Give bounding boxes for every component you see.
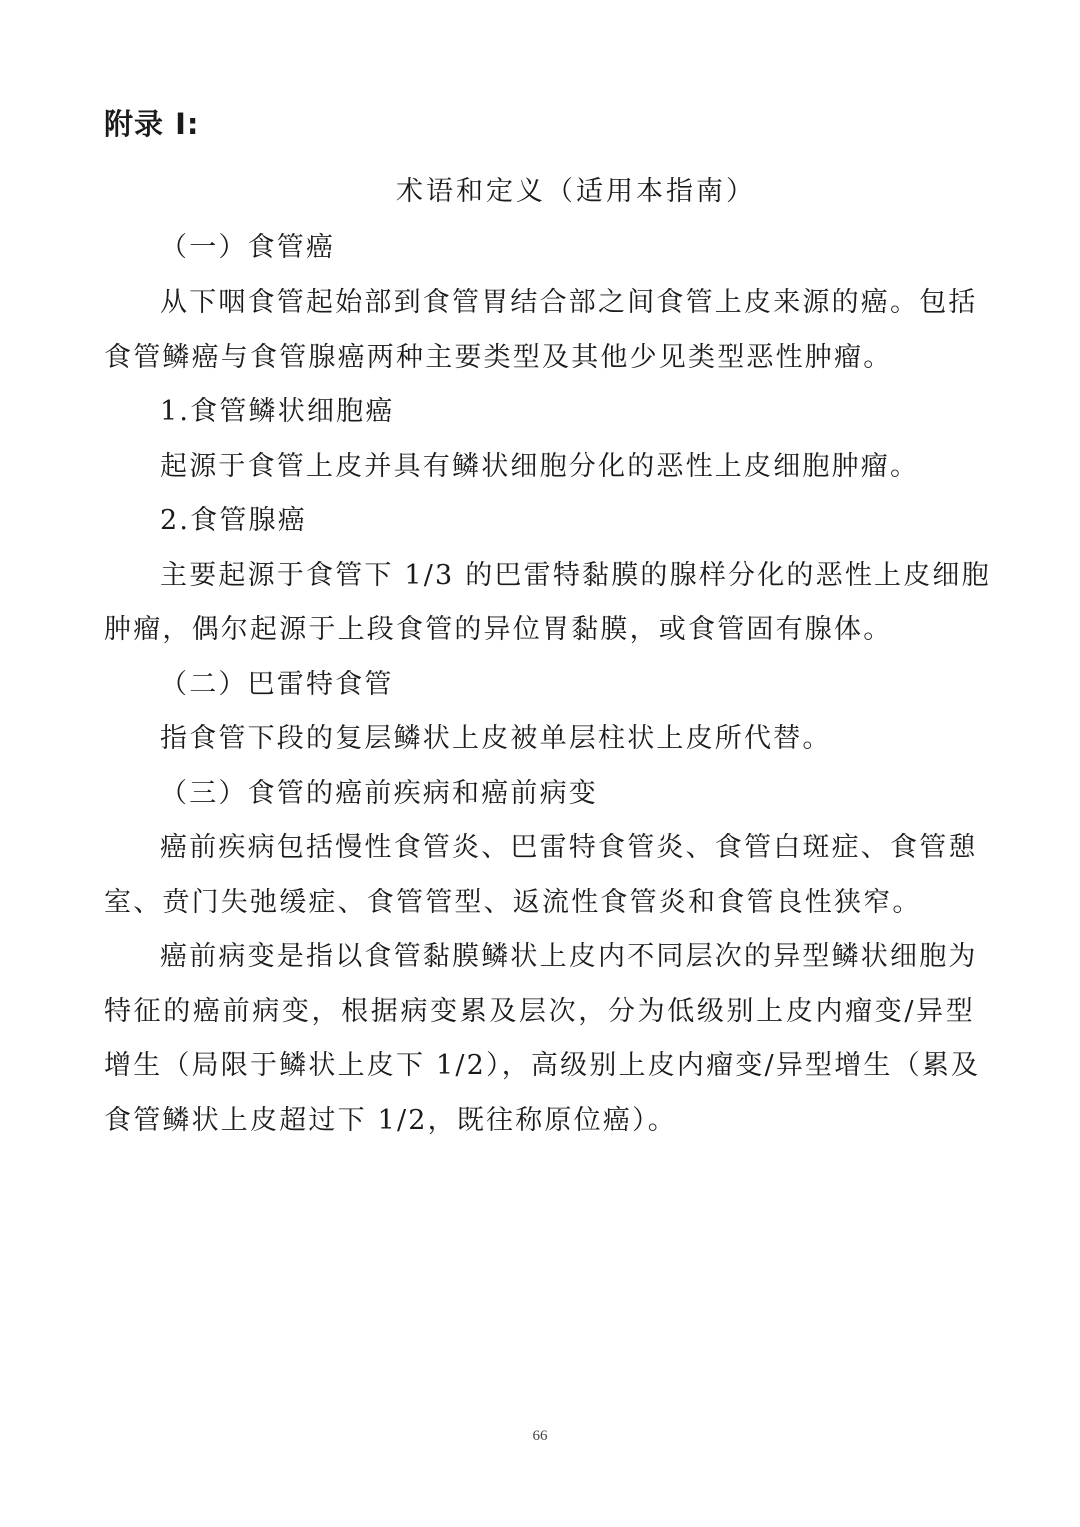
- section-heading-3: （三）食管的癌前疾病和癌前病变: [160, 778, 598, 809]
- section-1-body-line-2: 食管鳞癌与食管腺癌两种主要类型及其他少见类型恶性肿瘤。: [104, 342, 893, 373]
- document-title: 术语和定义（适用本指南）: [396, 176, 756, 207]
- section-heading-2: （二）巴雷特食管: [160, 669, 394, 700]
- section-3-para-1-line-1: 癌前疾病包括慢性食管炎、巴雷特食管炎、食管白斑症、食管憩: [160, 832, 978, 863]
- section-3-para-1-line-2: 室、贲门失弛缓症、食管管型、返流性食管炎和食管良性狭窄。: [104, 887, 922, 918]
- subsection-heading-1-2: 2.食管腺癌: [160, 505, 307, 536]
- subsection-1-2-body-line-2: 肿瘤，偶尔起源于上段食管的异位胃黏膜，或食管固有腺体。: [104, 614, 893, 645]
- section-3-para-2-line-1: 癌前病变是指以食管黏膜鳞状上皮内不同层次的异型鳞状细胞为: [160, 941, 978, 972]
- section-3-para-2-line-4: 食管鳞状上皮超过下 1/2，既往称原位癌）。: [104, 1105, 677, 1136]
- appendix-label: 附录 I:: [104, 107, 200, 141]
- section-1-body-line-1: 从下咽食管起始部到食管胃结合部之间食管上皮来源的癌。包括: [160, 287, 978, 318]
- page-number: 66: [532, 1428, 548, 1444]
- subsection-heading-1-1: 1.食管鳞状细胞癌: [160, 396, 395, 427]
- section-3-para-2-line-3: 增生（局限于鳞状上皮下 1/2），高级别上皮内瘤变/异型增生（累及: [104, 1050, 981, 1081]
- section-2-body-line-1: 指食管下段的复层鳞状上皮被单层柱状上皮所代替。: [160, 723, 832, 754]
- subsection-1-1-body-line-1: 起源于食管上皮并具有鳞状细胞分化的恶性上皮细胞肿瘤。: [160, 451, 920, 482]
- section-3-para-2-line-2: 特征的癌前病变，根据病变累及层次，分为低级别上皮内瘤变/异型: [104, 996, 975, 1027]
- subsection-1-2-body-line-1: 主要起源于食管下 1/3 的巴雷特黏膜的腺样分化的恶性上皮细胞: [160, 560, 991, 591]
- section-heading-1: （一）食管癌: [160, 232, 336, 263]
